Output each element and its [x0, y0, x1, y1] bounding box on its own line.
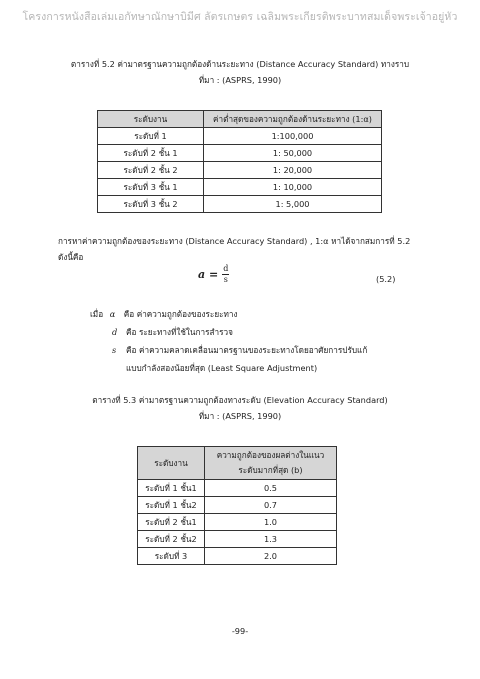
body-paragraph: [58, 233, 426, 265]
table1-caption-source: ที่มา : (ASPRS, 1990): [198, 75, 282, 85]
equation-denominator: s: [223, 275, 228, 284]
table-cell: 0.5: [205, 480, 337, 497]
table-cell: ระดับที่ 2 ชั้น 2: [98, 162, 204, 179]
table-row: [98, 179, 382, 196]
table2-caption-source: ที่มา : (ASPRS, 1990): [198, 411, 282, 421]
table2-caption-title: ตารางที่ 5.3 ค่ามาตรฐานความถูกต้องทางระดับ (Elevation Accuracy Standard): [92, 395, 388, 405]
table-cell: ระดับที่ 1 ชั้น1: [138, 480, 205, 497]
table1-caption-title: ตารางที่ 5.2 ค่ามาตรฐานความถูกต้องด้านระยะทาง (Distance Accuracy Standard) ทางราบ: [70, 59, 410, 69]
equation: [198, 264, 229, 285]
table-cell: 0.7: [205, 497, 337, 514]
definition-symbol: s: [112, 345, 117, 355]
definition-item: [90, 305, 367, 323]
table-row: [138, 514, 337, 531]
table-cell: ระดับที่ 3: [138, 548, 205, 565]
definitions-lead: เมื่อ: [90, 309, 104, 319]
paragraph-line: การหาค่าความถูกต้องของระยะทาง (Distance Accuracy Standard) , 1:α หาได้จากสมการที่ 5.2: [58, 236, 411, 246]
table-cell: ระดับที่ 2 ชั้น1: [138, 514, 205, 531]
paragraph-line: ดังนี้คือ: [58, 252, 84, 262]
definition-text: คือ ค่าความคลาดเคลื่อนมาตรฐานของระยะทางโดยอาศัยการปรับแก้: [126, 345, 368, 355]
table-cell: 1:100,000: [204, 128, 382, 145]
table-cell: ระดับที่ 3 ชั้น 2: [98, 196, 204, 213]
table-row: [98, 145, 382, 162]
table-cell: 1: 10,000: [204, 179, 382, 196]
table-row: [98, 196, 382, 213]
table-cell: ระดับที่ 1: [98, 128, 204, 145]
table2-caption: [30, 392, 450, 424]
table-header-row: [98, 111, 382, 128]
table-cell: ระดับที่ 1 ชั้น2: [138, 497, 205, 514]
equation-lhs: a =: [198, 268, 219, 281]
definition-symbol: d: [112, 327, 118, 337]
definitions-list: [90, 305, 367, 377]
table-cell: 2.0: [205, 548, 337, 565]
elevation-accuracy-table: [137, 446, 337, 565]
definition-item: [90, 341, 367, 359]
table-row: [138, 531, 337, 548]
table-cell: ระดับที่ 2 ชั้น2: [138, 531, 205, 548]
table-row: [138, 548, 337, 565]
equation-fraction: [222, 264, 229, 285]
definition-symbol: α: [109, 309, 116, 319]
table-cell: ระดับที่ 3 ชั้น 1: [98, 179, 204, 196]
table-cell: 1: 50,000: [204, 145, 382, 162]
table-header-cell: [205, 447, 337, 480]
table-cell: ระดับที่ 2 ชั้น 1: [98, 145, 204, 162]
table-header-cell: ค่าต่ำสุดของความถูกต้องด้านระยะทาง (1:α): [204, 111, 382, 128]
definition-text: คือ ระยะทางที่ใช้ในการสำรวจ: [126, 327, 233, 337]
definition-continuation: แบบกำลังสองน้อยที่สุด (Least Square Adjustment): [126, 363, 318, 373]
table-cell: 1.0: [205, 514, 337, 531]
table-cell: 1: 5,000: [204, 196, 382, 213]
table-cell: 1.3: [205, 531, 337, 548]
equation-numerator: d: [223, 264, 229, 273]
table-header-row: [138, 447, 337, 480]
page-header: โครงการหนังสือเล่มเอกัทษาณักษาบิมีศ ลัตรเกษตร เฉลิมพระเกียรติพระบาทสมเด็จพระเจ้าอยู่หัว: [22, 11, 458, 23]
table-row: [98, 128, 382, 145]
table-row: [138, 497, 337, 514]
table-cell: 1: 20,000: [204, 162, 382, 179]
table-header-cell: ระดับงาน: [98, 111, 204, 128]
table-row: [98, 162, 382, 179]
definition-item: [90, 323, 367, 341]
table-row: [138, 480, 337, 497]
equation-number: (5.2): [376, 274, 396, 284]
header-line: ความถูกต้องของผลต่างในแนว: [216, 450, 325, 460]
page-number: -99-: [231, 626, 249, 636]
definition-text: คือ ค่าความถูกต้องของระยะทาง: [123, 309, 238, 319]
table1-caption: [30, 56, 450, 88]
distance-accuracy-table: [97, 110, 382, 213]
table-header-cell: ระดับงาน: [138, 447, 205, 480]
header-line: ระดับมากที่สุด (b): [238, 465, 303, 475]
